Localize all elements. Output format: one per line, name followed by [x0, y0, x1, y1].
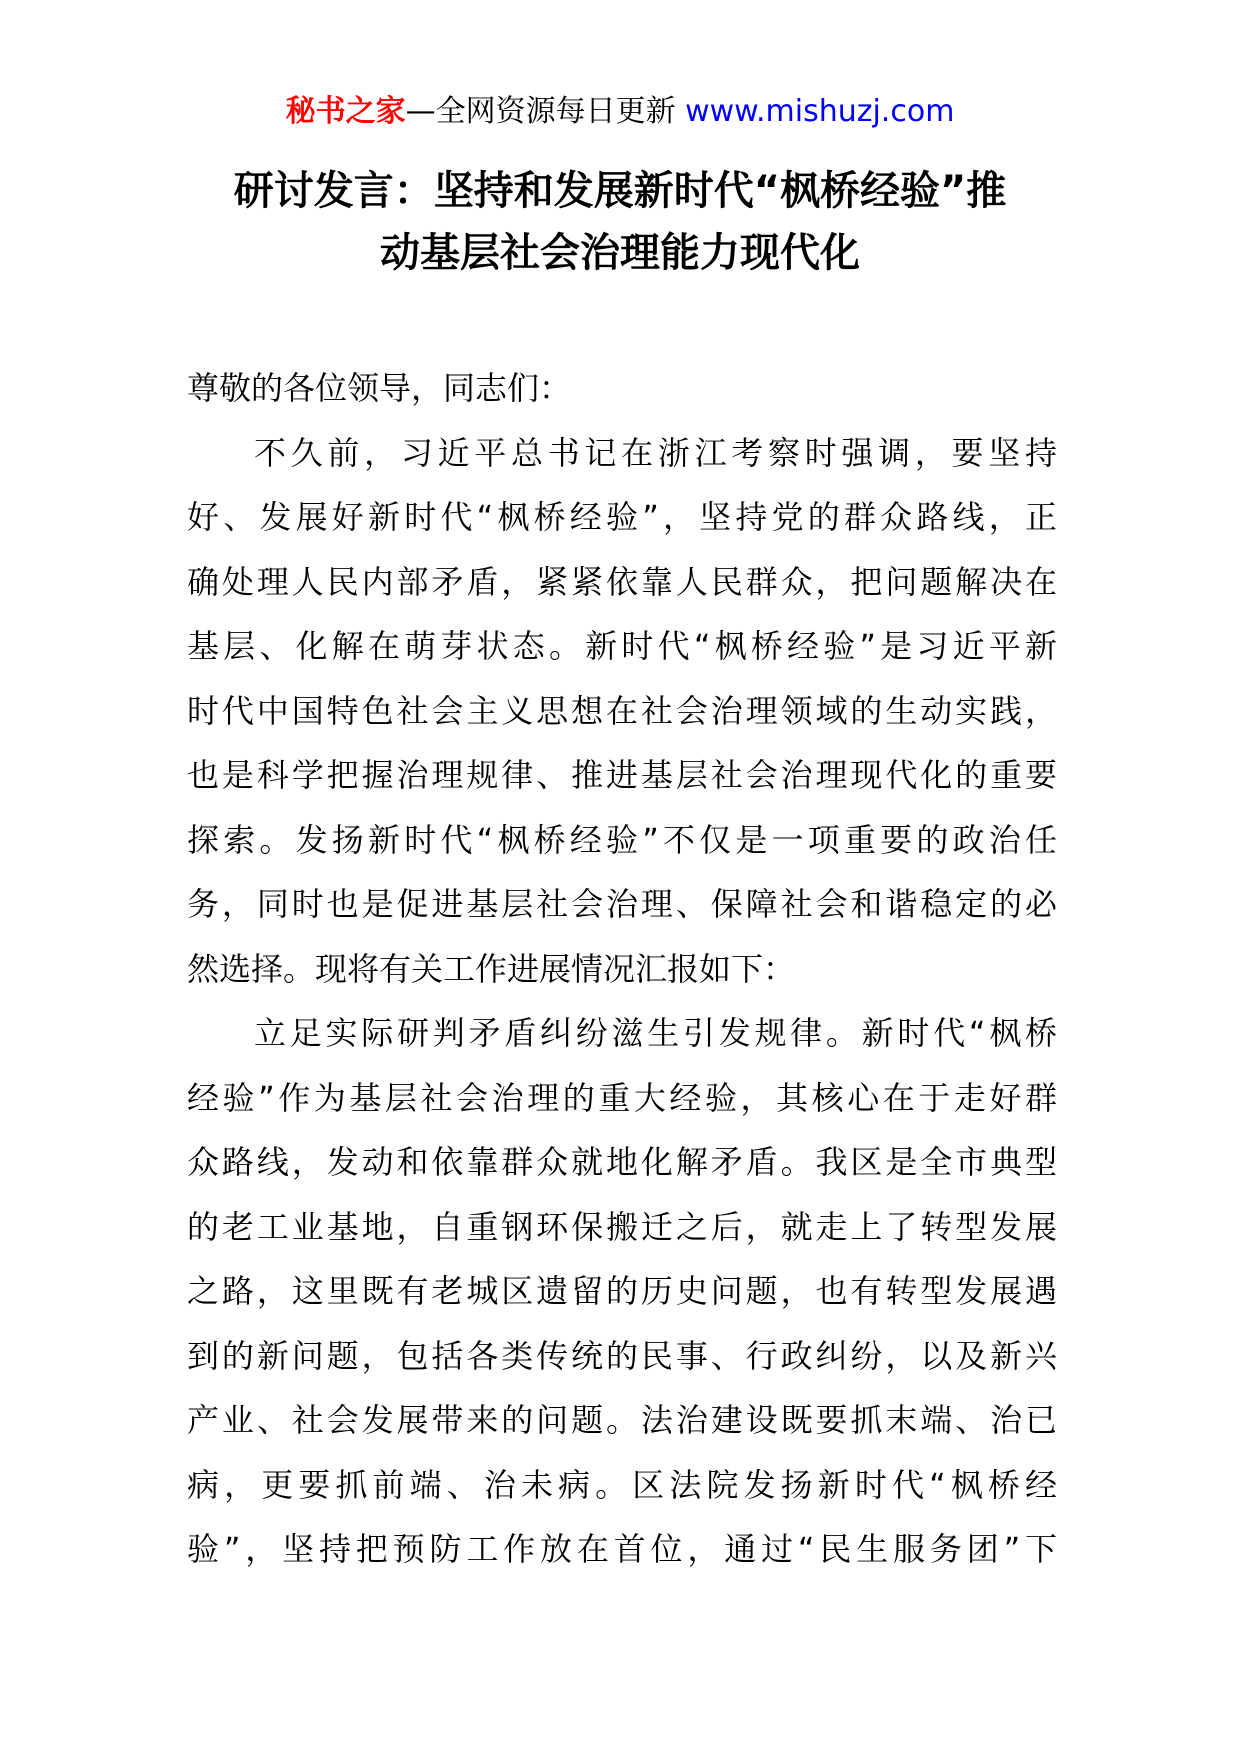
body-line: 到的新问题，包括各类传统的民事、行政纠纷，以及新兴 [187, 1336, 1057, 1375]
body-line: 经验”作为基层社会治理的重大经验，其核心在于走好群 [187, 1078, 1057, 1117]
body-line: 然选择。现将有关工作进展情况汇报如下： [187, 949, 796, 988]
body-line: 时代中国特色社会主义思想在社会治理领域的生动实践， [187, 691, 1057, 730]
body-line: 基层、化解在萌芽状态。新时代“枫桥经验”是习近平新 [187, 627, 1057, 665]
document-body [187, 356, 1057, 1582]
document-title [150, 160, 1090, 284]
title-line-1: 研讨发言：坚持和发展新时代“枫桥经验”推 [233, 168, 1007, 214]
body-line: 的老工业基地，自重钢环保搬迁之后，就走上了转型发展 [187, 1207, 1057, 1246]
greeting: 尊敬的各位领导，同志们： [187, 369, 572, 407]
body-line: 众路线，发动和依靠群众就地化解矛盾。我区是全市典型 [187, 1143, 1057, 1181]
body-line: 立足实际研判矛盾纠纷滋生引发规律。新时代“枫桥 [254, 1014, 1057, 1052]
body-line: 验”，坚持把预防工作放在首位，通过“民生服务团”下 [187, 1530, 1057, 1568]
brand-name: 秘书之家 [285, 94, 406, 129]
body-line: 探索。发扬新时代“枫桥经验”不仅是一项重要的政治任 [187, 820, 1057, 859]
site-header [0, 92, 1240, 132]
body-line: 务，同时也是促进基层社会治理、保障社会和谐稳定的必 [187, 885, 1057, 923]
body-line: 确处理人民内部矛盾，紧紧依靠人民群众，把问题解决在 [187, 562, 1057, 601]
body-line: 病，更要抓前端、治未病。区法院发扬新时代“枫桥经 [187, 1465, 1057, 1504]
brand-tagline: —全网资源每日更新 [405, 94, 676, 129]
site-url-link[interactable]: www.mishuzj.com [675, 94, 955, 129]
body-line: 也是科学把握治理规律、推进基层社会治理现代化的重要 [187, 756, 1057, 794]
title-line-2: 动基层社会治理能力现代化 [380, 230, 860, 276]
body-line: 好、发展好新时代“枫桥经验”，坚持党的群众路线，正 [187, 498, 1057, 536]
body-line: 产业、社会发展带来的问题。法治建设既要抓末端、治已 [187, 1401, 1057, 1439]
body-line: 之路，这里既有老城区遗留的历史问题，也有转型发展遇 [187, 1272, 1057, 1310]
body-line: 不久前，习近平总书记在浙江考察时强调，要坚持 [254, 433, 1057, 472]
